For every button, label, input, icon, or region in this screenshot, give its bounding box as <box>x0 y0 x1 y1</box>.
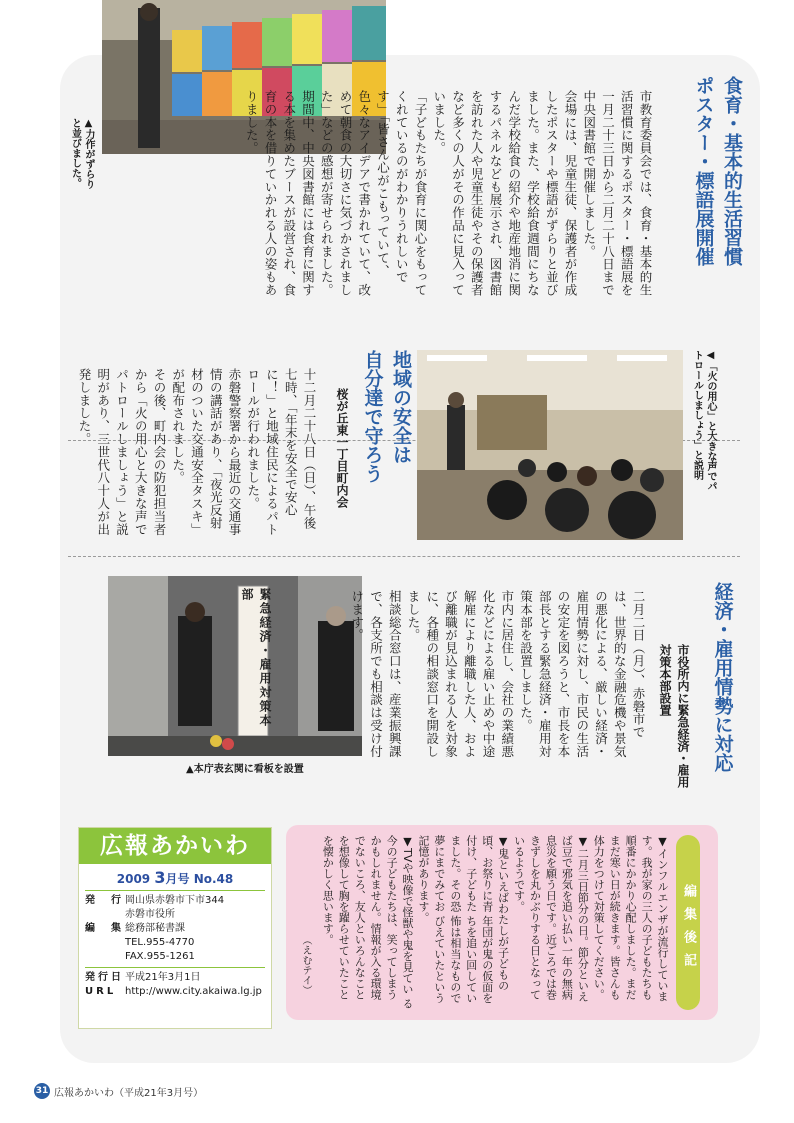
masthead-row[interactable] <box>85 985 265 999</box>
article3-title: 経済・雇用情勢に対応 <box>711 582 734 772</box>
article3-subtitle <box>656 644 692 804</box>
masthead-title: 広報あかいわ <box>79 828 271 864</box>
masthead-rule <box>85 967 265 968</box>
article3-subtitle-line2: 対策本部設置 <box>658 644 672 716</box>
masthead-row <box>85 950 265 964</box>
masthead-row <box>85 908 265 922</box>
editor-note-signature: （えむテイ） <box>300 935 311 995</box>
signboard-text: 緊急経済・雇用対策本部 <box>240 588 272 728</box>
masthead-row <box>85 971 265 985</box>
masthead-key <box>85 908 125 922</box>
article2-title <box>358 350 415 515</box>
article3-body: 二月二日（月）、赤磐市では、世界的な金融危機や景気の悪化による、厳しい経済・雇用情勢に対し、市民の生活の安定を図ろうと、市長を本部長とする緊急経済・雇用対策本部を設置しました。 市内に居住し、会社の業績悪化などによる雇い止めや中途解雇により離職した人、および離職が見込まれる人を対象に、各種の相談窓口を開設しました。 相談総合窓口は、産業振興課で、各支所でも相談は受け付けます。 <box>349 590 646 758</box>
article2-body: 十二月二十八日（日）、午後七時、「年末を安全で安心に！」と地域住民によるパトロールが行われました。 赤磐警察署から最近の交通事情の講話があり、「夜光反射材のついた交通安全タスキ」が配布されました。 その後、町内会の防犯担当者から「火の用心と大きな声でパトロールしましょう」と説明があり、三世代八十人が出発しました。 <box>77 368 317 536</box>
masthead-value: 岡山県赤磐市下市344 <box>125 895 225 906</box>
masthead-key <box>85 936 125 950</box>
article2-title-line2: 自分達で守ろう <box>361 350 384 483</box>
editor-note-box <box>286 825 718 1020</box>
masthead-month: 3 <box>154 868 166 887</box>
masthead-value: 赤磐市役所 <box>125 909 175 920</box>
article3-subtitle-line1: 市役所内に緊急経済・雇用 <box>676 644 690 788</box>
masthead-row <box>85 936 265 950</box>
article1-title-line2: ポスター・標語展開催 <box>692 76 715 266</box>
masthead-value: 平成21年3月1日 <box>125 972 201 983</box>
masthead-row <box>85 894 265 908</box>
masthead-value: 総務部秘書課 <box>125 923 185 934</box>
editor-note-label: 編集後記 <box>676 835 700 1010</box>
divider <box>68 556 740 557</box>
masthead-month-unit: 月号 <box>165 872 190 886</box>
masthead-url-link[interactable]: http://www.city.akaiwa.lg.jp <box>125 986 262 997</box>
footer-text: 広報あかいわ（平成21年3月号） <box>54 1087 204 1099</box>
masthead-key: 編 集 <box>85 923 124 934</box>
poster-photo-caption: ▲力作がずらりと並びました。 <box>69 118 94 189</box>
masthead-value: FAX.955-1261 <box>125 951 195 962</box>
article2-title-line1: 地域の安全は <box>390 350 412 464</box>
masthead-issue <box>79 868 271 887</box>
masthead-key: URL <box>85 986 117 997</box>
article1-body: 市教育委員会では、食育・基本的生活習慣に関するポスター・標語展を一月二十三日から二月二十八日まで中央図書館で開催しました。 会場には、児童生徒、保護者が作成したポスターや標語がずらりと並びました。また、学校給食週間にちなんだ学校給食の紹介や地産地消に関するパネルなども展示され、図書館を訪れた人や児童生徒やその保護者など多くの人がその作品に見入っていました。 「子どもたちが食育に関心をもってくれているのがわかりうれしいです」「皆さん心がこもっていて、色々なアイデアで書かれていて、改めて朝食の大切さに気づかされました」などの感想が寄せられました。期間中、中央図書館には食育に関する本を集めたブースが設営され、食育の本を借りていかれる人の姿もありました。 <box>244 90 653 297</box>
masthead-key <box>85 950 125 964</box>
masthead-key: 発 行 <box>85 895 124 906</box>
masthead-rule <box>85 890 265 891</box>
patrol-photo-caption: ◀「火の用心」と大きな声でパトロールしましょう」と説明 <box>691 350 716 491</box>
editor-note-body: ▼インフルエンザが流行していま す。我が家の三人の子どもたちも 順番にかかり心配しました。まだ まだ寒い日が続きます。皆さんも 体力をつけて対策してください。 ▼二月三日節分の日。節分といえ ば豆で邪気を追い払い一年の無病 息災を願う日です。近ごろでは巻 きずしを丸かぶりする日となって いるようです。 ▼鬼といえばわたしが子どもの頃、お祭りに青 年団が鬼の仮面を付け、子どもた ちを追い回していました。その恐 怖は相当なもので夢にまでみてお びえていたという記憶があります。 ▼TVや映像で怪獣や鬼を見てい る今の子どもたちは、笑ってしまう かもしれません。情報が入る環境 でないころ、友人といろんなこと を想像して胸を躍らせていたこと を懐かしく思います。 <box>321 835 669 1009</box>
masthead <box>78 827 272 1029</box>
article1-title <box>689 76 746 276</box>
masthead-value: TEL.955-4770 <box>125 937 195 948</box>
article1-title-line1: 食育・基本的生活習慣 <box>721 76 743 266</box>
page-footer <box>34 1083 203 1099</box>
masthead-issue-number: No.48 <box>193 872 234 886</box>
masthead-key: 発行日 <box>85 972 124 983</box>
page-number: 31 <box>34 1083 50 1099</box>
masthead-year: 2009 <box>116 872 151 886</box>
community-meeting-photo <box>417 350 683 540</box>
signboard-caption: ▲本庁表玄関に看板を設置 <box>186 764 304 775</box>
masthead-row <box>85 922 265 936</box>
signboard-photo <box>108 576 362 756</box>
article2-subtitle: 桜が丘東一丁目町内会 <box>335 388 349 508</box>
